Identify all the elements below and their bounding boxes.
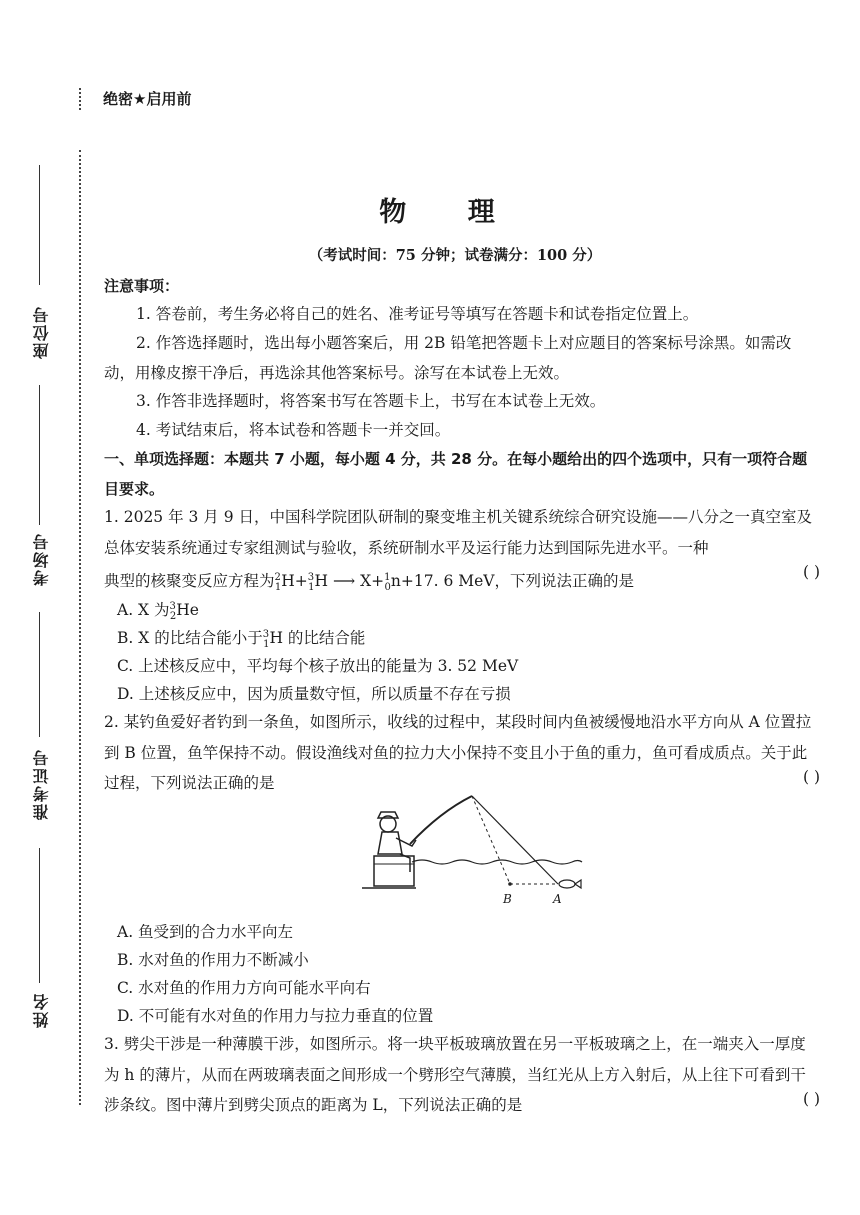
q2-option-d: D. 不可能有水对鱼的作用力与拉力垂直的位置 (117, 1007, 434, 1025)
q1-stem-b: 典型的核聚变反应方程为 (104, 572, 275, 591)
exam-room-line (39, 385, 40, 525)
q1-stem-c: H+ (281, 572, 308, 591)
fishing-figure (360, 792, 590, 892)
binding-line-top (79, 88, 81, 110)
q1-stem: 1. 2025 年 3 月 9 日，中国科学院团队研制的聚变堆主机关键系统综合研究设施——八分之一真空室及总体安装系统通过专家组测试与验收，系统研制水平及运行能力达到国际先进水平。一种 (104, 508, 813, 557)
secret-label: 绝密★启用前 (103, 90, 192, 108)
q1-stem-d: H ⟶ X+ (314, 572, 385, 591)
q1-answer-paren: ( ) (802, 563, 820, 581)
q2-option-b: B. 水对鱼的作用力不断减小 (117, 951, 309, 969)
q1-option-b-tail: H 的比结合能 (269, 629, 366, 647)
q3-stem: 3. 劈尖干涉是一种薄膜干涉，如图所示。将一块平板玻璃放置在另一平板玻璃之上，在一端夹入一厚度为 h 的薄片，从而在两玻璃表面之间形成一个劈形空气薄膜，当红光从上方入射后，从上往下可看到干涉条纹。图中薄片到劈尖顶点的距离为 L，下列说法正确的是 (104, 1035, 806, 1114)
name-label: 姓名 (32, 992, 51, 1028)
q1-option-a: A. X 为$^3_2$He (117, 600, 199, 623)
q1-option-d: D. 上述核反应中，因为质量数守恒，所以质量不存在亏损 (117, 685, 511, 703)
q2-option-c: C. 水对鱼的作用力方向可能水平向右 (117, 979, 371, 997)
figure-label-b: B (503, 892, 512, 906)
notice-heading: 注意事项： (104, 277, 180, 295)
q1-equation-line: 典型的核聚变反应方程为$^2_1$H+$^3_1$H ⟶ X+$^1_0$n+17. 6 MeV，下列说法正确的是 (104, 572, 634, 594)
q1-option-a-text: A. X 为 (117, 601, 170, 619)
q1-option-c: C. 上述核反应中，平均每个核子放出的能量为 3. 52 MeV (117, 657, 519, 675)
exam-room-label: 考场号 (32, 532, 51, 586)
page-title: 物 理 (379, 197, 521, 228)
q2-answer-paren: ( ) (802, 768, 820, 786)
figure-label-a: A (553, 892, 562, 906)
seat-label: 座位号 (32, 305, 51, 359)
q2-option-a: A. 鱼受到的合力水平向左 (117, 923, 294, 941)
q2-stem: 2. 某钓鱼爱好者钓到一条鱼，如图所示，收线的过程中，某段时间内鱼被缓慢地沿水平方向从 A 位置拉到 B 位置，鱼竿保持不动。假设渔线对鱼的拉力大小保持不变且小于鱼的重力，鱼可看成质点。关于此过程，下列说法正确的是 (104, 713, 812, 792)
exam-meta: （考试时间：75 分钟；试卷满分：100 分） (308, 247, 602, 264)
name-line (39, 848, 40, 983)
q3-answer-paren: ( ) (802, 1090, 820, 1108)
notice-item-4: 4. 考试结束后，将本试卷和答题卡一并交回。 (136, 421, 451, 439)
admission-label: 准考证号 (32, 748, 51, 820)
notice-item-2: 2. 作答选择题时，选出每小题答案后，用 2B 铅笔把答题卡上对应题目的答案标号涂黑。如需改动，用橡皮擦干净后，再选涂其他答案标号。涂写在本试卷上无效。 (104, 334, 792, 382)
q1-stem-e: n+17. 6 MeV，下列说法正确的是 (390, 572, 634, 591)
section-heading: 一、单项选择题：本题共 7 小题，每小题 4 分，共 28 分。在每小题给出的四个选项中，只有一项符合题目要求。 (104, 450, 808, 498)
q1-option-a-element: He (176, 601, 199, 619)
admission-line (39, 612, 40, 737)
notice-item-1: 1. 答卷前，考生务必将自己的姓名、准考证号等填写在答题卡和试卷指定位置上。 (136, 305, 699, 323)
binding-line (79, 150, 81, 1105)
q1-option-b: B. X 的比结合能小于$^3_1$H 的比结合能 (117, 628, 366, 651)
q1-option-b-text: B. X 的比结合能小于 (117, 629, 263, 647)
notice-item-3: 3. 作答非选择题时，将答案书写在答题卡上，书写在本试卷上无效。 (136, 392, 606, 410)
